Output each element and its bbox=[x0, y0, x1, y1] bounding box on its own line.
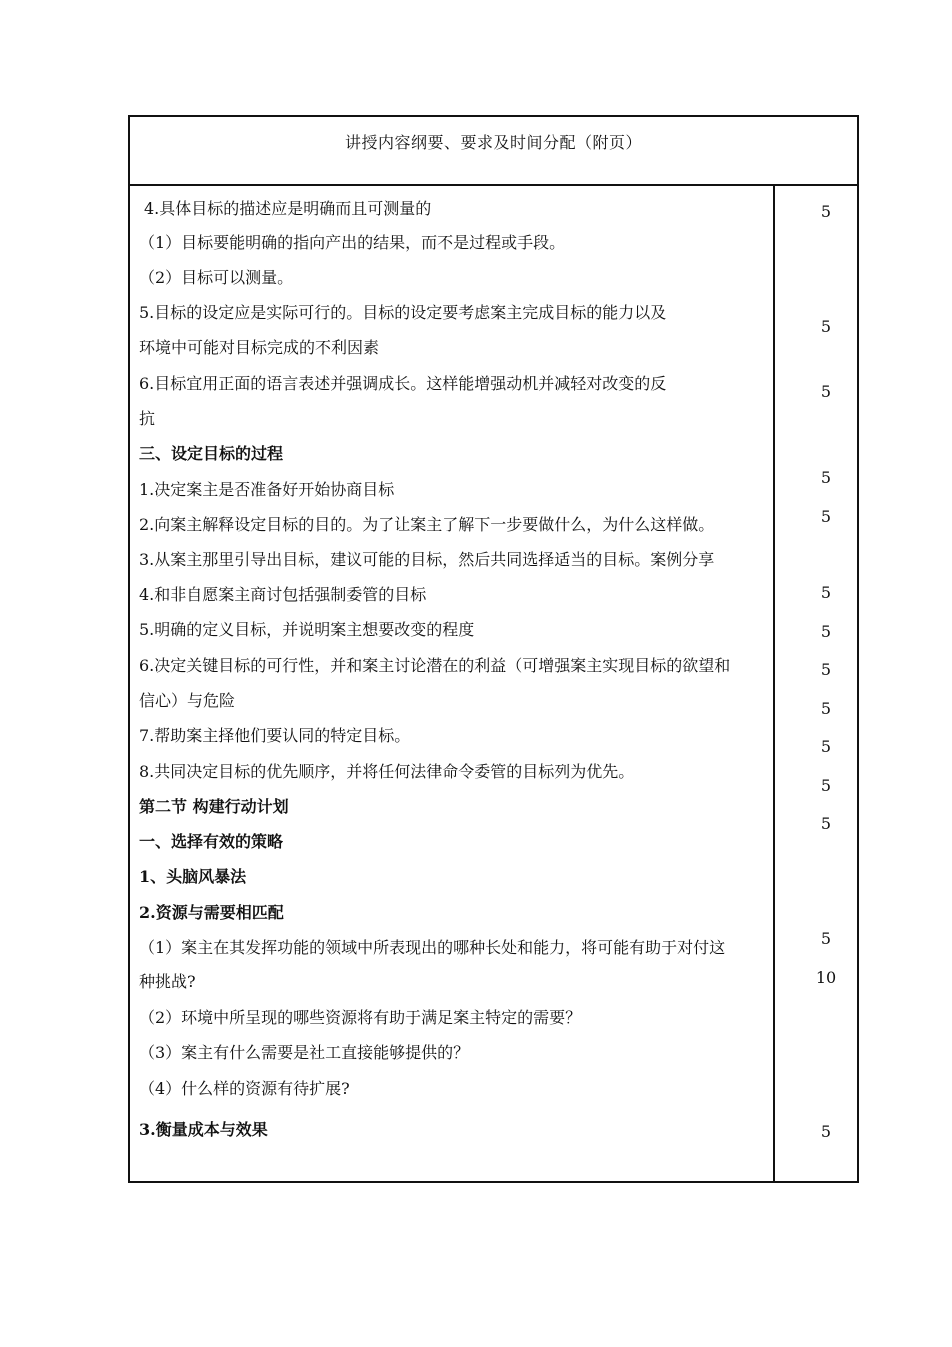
time-allocation: 5 bbox=[820, 583, 832, 602]
content-line: 5.明确的定义目标，并说明案主想要改变的程度 bbox=[139, 620, 475, 639]
content-line: 6.决定关键目标的可行性，并和案主讨论潜在的利益（可增强案主实现目标的欲望和 bbox=[139, 656, 731, 675]
content-line: 4.和非自愿案主商讨包括强制委管的目标 bbox=[139, 585, 427, 604]
time-allocation: 5 bbox=[820, 929, 832, 948]
content-line: 8.共同决定目标的优先顺序，并将任何法律命令委管的目标列为优先。 bbox=[139, 762, 635, 781]
content-line: 种挑战? bbox=[139, 972, 196, 991]
column-divider bbox=[773, 184, 775, 1183]
time-allocation: 5 bbox=[820, 699, 832, 718]
content-line: （2）目标可以测量。 bbox=[139, 268, 294, 287]
content-line: （3）案主有什么需要是社工直接能够提供的？ bbox=[139, 1043, 470, 1062]
section-heading: 2.资源与需要相匹配 bbox=[139, 903, 284, 922]
section-heading: 3.衡量成本与效果 bbox=[139, 1120, 268, 1139]
table-header bbox=[130, 117, 857, 186]
time-allocation: 5 bbox=[820, 382, 832, 401]
time-allocation: 5 bbox=[820, 737, 832, 756]
content-line: 环境中可能对目标完成的不利因素 bbox=[139, 338, 380, 357]
content-line: 6.目标宜用正面的语言表述并强调成长。这样能增强动机并减轻对改变的反 bbox=[139, 374, 667, 393]
time-allocation: 5 bbox=[820, 814, 832, 833]
lecture-outline-table bbox=[128, 115, 859, 1183]
content-line: 5.目标的设定应是实际可行的。目标的设定要考虑案主完成目标的能力以及 bbox=[139, 303, 667, 322]
content-line: （1）案主在其发挥功能的领域中所表现出的哪种长处和能力，将可能有助于对付这 bbox=[139, 938, 726, 957]
content-line: 3.从案主那里引导出目标，建议可能的目标，然后共同选择适当的目标。案例分享 bbox=[139, 550, 715, 569]
content-line: （4）什么样的资源有待扩展? bbox=[139, 1079, 350, 1098]
time-allocation: 5 bbox=[820, 660, 832, 679]
header-title: 讲授内容纲要、要求及时间分配（附页） bbox=[344, 133, 642, 152]
content-line: 信心）与危险 bbox=[139, 691, 236, 710]
content-line: 4.具体目标的描述应是明确而且可测量的 bbox=[144, 199, 432, 218]
content-line: 1.决定案主是否准备好开始协商目标 bbox=[139, 480, 395, 499]
time-allocation: 5 bbox=[820, 776, 832, 795]
content-line: （1）目标要能明确的指向产出的结果，而不是过程或手段。 bbox=[139, 233, 566, 252]
section-heading: 第二节 构建行动计划 bbox=[139, 797, 289, 816]
time-allocation: 10 bbox=[815, 968, 837, 987]
section-heading: 三、设定目标的过程 bbox=[139, 444, 284, 463]
content-line: 7.帮助案主择他们要认同的特定目标。 bbox=[139, 726, 411, 745]
time-allocation: 5 bbox=[820, 317, 832, 336]
time-allocation: 5 bbox=[820, 202, 832, 221]
content-line: （2）环境中所呈现的哪些资源将有助于满足案主特定的需要？ bbox=[139, 1008, 582, 1027]
time-allocation: 5 bbox=[820, 468, 832, 487]
section-heading: 一、选择有效的策略 bbox=[139, 832, 284, 851]
content-line: 抗 bbox=[139, 409, 156, 428]
content-line: 2.向案主解释设定目标的目的。为了让案主了解下一步要做什么，为什么这样做。 bbox=[139, 515, 715, 534]
time-allocation: 5 bbox=[820, 622, 832, 641]
time-allocation: 5 bbox=[820, 507, 832, 526]
time-allocation: 5 bbox=[820, 1122, 832, 1141]
section-heading: 1、头脑风暴法 bbox=[139, 867, 247, 886]
